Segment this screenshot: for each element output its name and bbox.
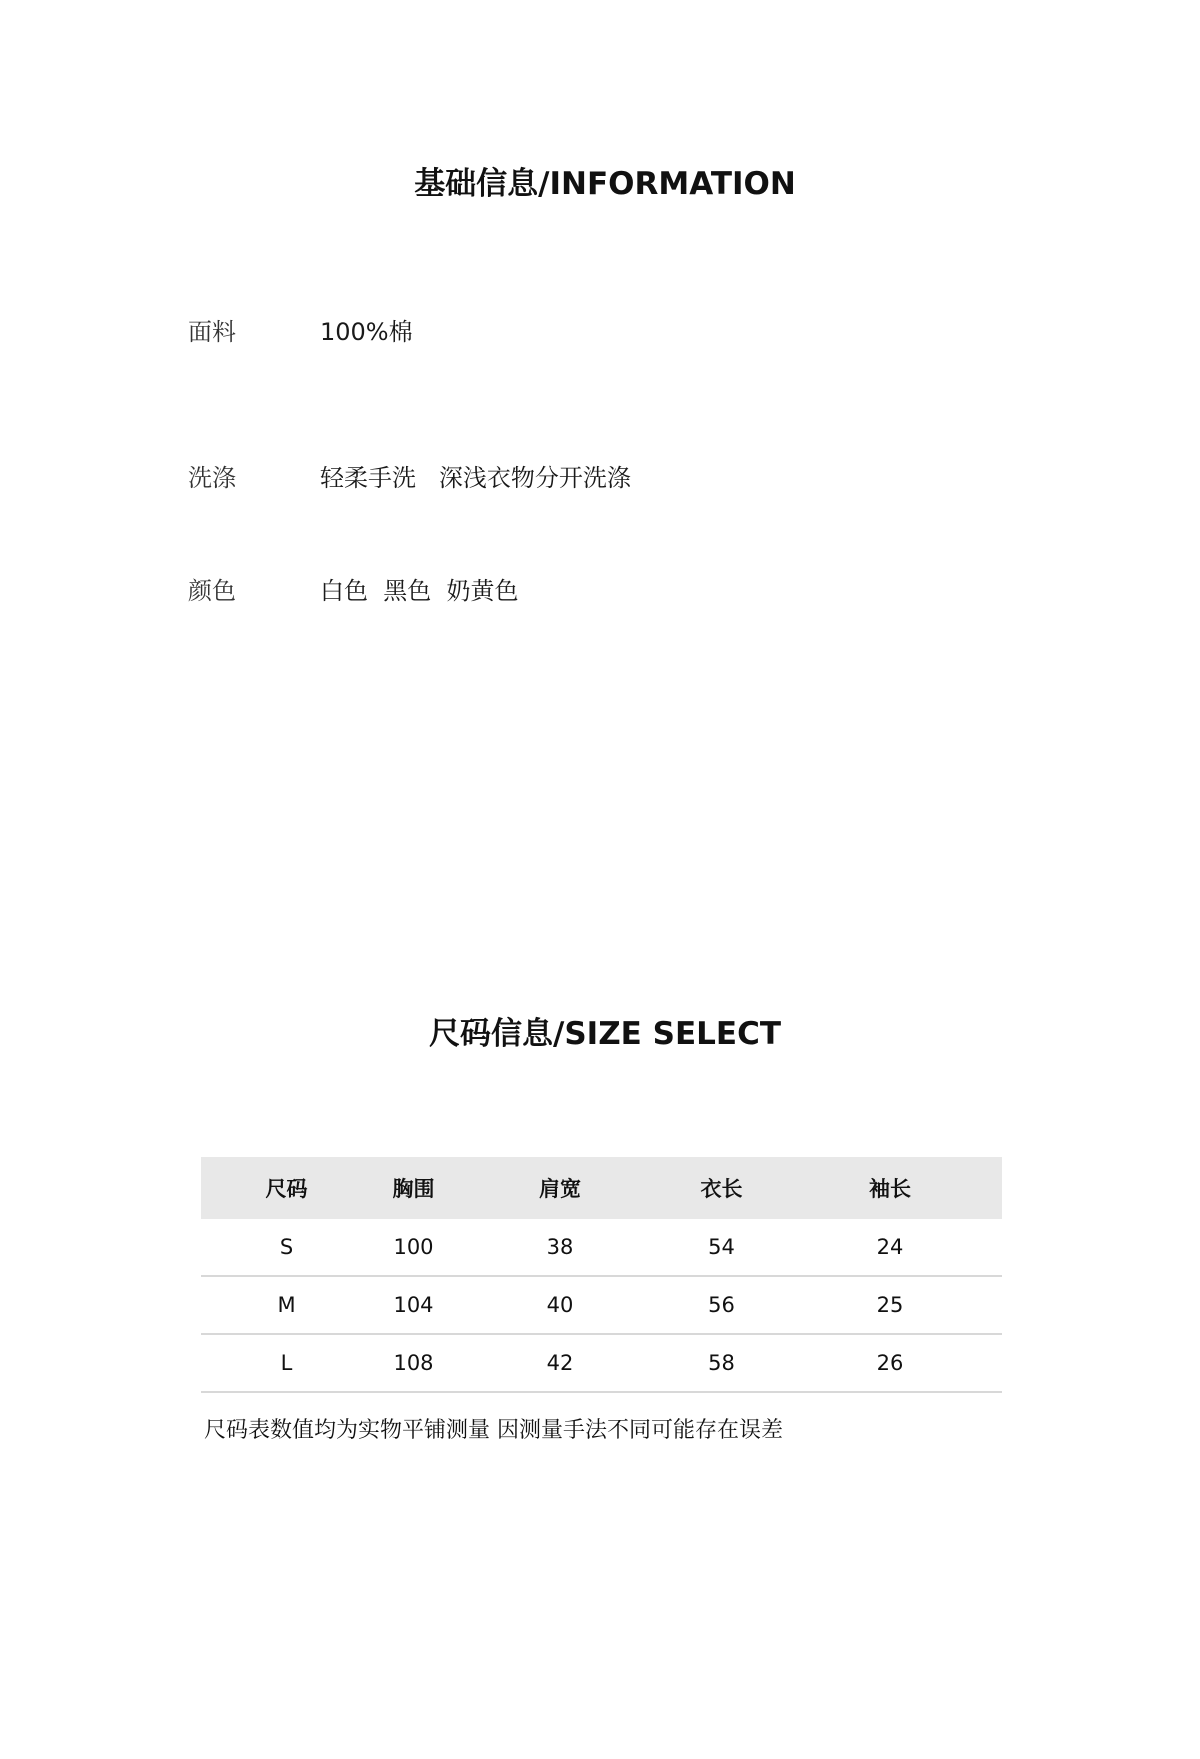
cell-shoulder: 40 [455, 1276, 665, 1334]
size-table-header-row [201, 1157, 1002, 1219]
cell-size: M [201, 1276, 372, 1334]
cell-chest: 108 [372, 1334, 455, 1392]
table-row [201, 1276, 1002, 1334]
header-sleeve: 袖长 [778, 1157, 1002, 1219]
header-size: 尺码 [201, 1157, 372, 1219]
cell-chest: 100 [372, 1219, 455, 1276]
header-chest: 胸围 [372, 1157, 455, 1219]
info-label-washing: 洗涤 [188, 464, 236, 492]
info-value-color: 白色 黑色 奶黄色 [320, 577, 519, 605]
table-row [201, 1219, 1002, 1276]
table-row [201, 1334, 1002, 1392]
cell-sleeve: 26 [778, 1334, 1002, 1392]
cell-chest: 104 [372, 1276, 455, 1334]
info-value-fabric: 100%棉 [320, 318, 413, 346]
cell-shoulder: 38 [455, 1219, 665, 1276]
cell-sleeve: 24 [778, 1219, 1002, 1276]
cell-sleeve: 25 [778, 1276, 1002, 1334]
measurement-note: 尺码表数值均为实物平铺测量 因测量手法不同可能存在误差 [204, 1418, 783, 1443]
info-label-fabric: 面料 [188, 318, 236, 346]
information-title: 基础信息/INFORMATION [414, 166, 796, 202]
header-shoulder: 肩宽 [455, 1157, 665, 1219]
size-table [201, 1157, 1002, 1393]
cell-size: L [201, 1334, 372, 1392]
cell-shoulder: 42 [455, 1334, 665, 1392]
cell-size: S [201, 1219, 372, 1276]
size-title: 尺码信息/SIZE SELECT [429, 1016, 781, 1052]
cell-length: 56 [665, 1276, 778, 1334]
header-length: 衣长 [665, 1157, 778, 1219]
info-label-color: 颜色 [188, 577, 236, 605]
cell-length: 58 [665, 1334, 778, 1392]
cell-length: 54 [665, 1219, 778, 1276]
info-value-washing: 轻柔手洗 深浅衣物分开洗涤 [320, 464, 631, 492]
